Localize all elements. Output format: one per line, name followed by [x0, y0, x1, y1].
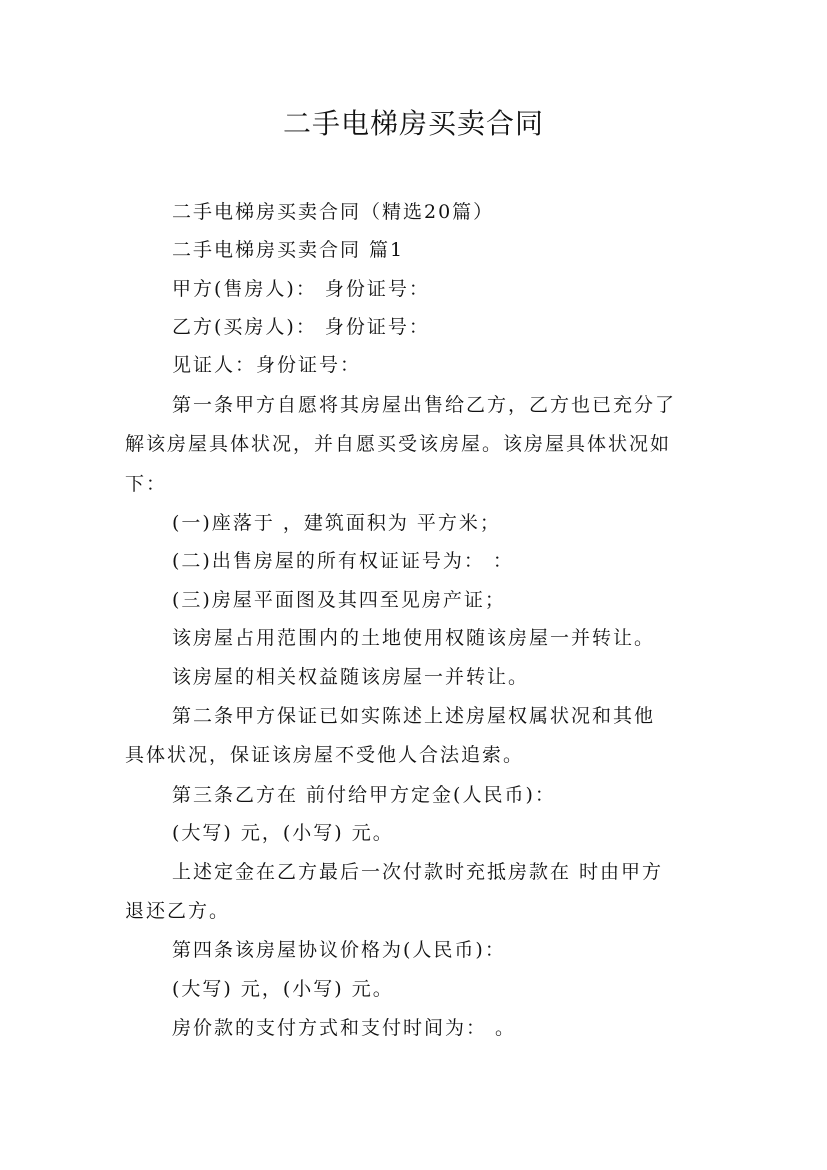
- paragraph-line: (大写) 元，(小写) 元。: [172, 822, 394, 844]
- document-title: 二手电梯房买卖合同: [282, 107, 544, 140]
- paragraph-line: 二手电梯房买卖合同 篇1: [172, 239, 405, 261]
- paragraph-line: 该房屋的相关权益随该房屋一并转让。: [172, 666, 530, 688]
- paragraph-line: (大写) 元，(小写) 元。: [172, 978, 394, 1000]
- paragraph-line: 该房屋占用范围内的土地使用权随该房屋一并转让。: [172, 627, 656, 649]
- paragraph-line: (二)出售房屋的所有权证证号为： ：: [172, 550, 514, 572]
- paragraph-line: 第三条乙方在 前付给甲方定金(人民币)：: [172, 784, 556, 806]
- paragraph-line: (一)座落于 ，建筑面积为 平方米；: [172, 512, 501, 534]
- paragraph-line: 下：: [125, 473, 168, 495]
- paragraph-line: 房价款的支付方式和支付时间为： 。: [172, 1017, 517, 1039]
- paragraph-line: 甲方(售房人)： 身份证号：: [172, 278, 430, 300]
- paragraph-line: 解该房屋具体状况，并自愿买受该房屋。该房屋具体状况如: [125, 433, 672, 455]
- paragraph-line: 第四条该房屋协议价格为(人民币)：: [172, 939, 506, 961]
- paragraph-line: 乙方(买房人)： 身份证号：: [172, 316, 430, 338]
- paragraph-line: 上述定金在乙方最后一次付款时充抵房款在 时由甲方: [172, 861, 664, 883]
- paragraph-line: 具体状况，保证该房屋不受他人合法追索。: [125, 744, 525, 766]
- paragraph-line: 第一条甲方自愿将其房屋出售给乙方，乙方也已充分了: [172, 394, 677, 416]
- paragraph-line: (三)房屋平面图及其四至见房产证；: [172, 589, 506, 611]
- paragraph-line: 二手电梯房买卖合同（精选20篇）: [172, 201, 495, 223]
- paragraph-line: 退还乙方。: [125, 900, 231, 922]
- paragraph-line: 见证人：身份证号：: [172, 354, 362, 376]
- paragraph-line: 第二条甲方保证已如实陈述上述房屋权属状况和其他: [172, 705, 656, 727]
